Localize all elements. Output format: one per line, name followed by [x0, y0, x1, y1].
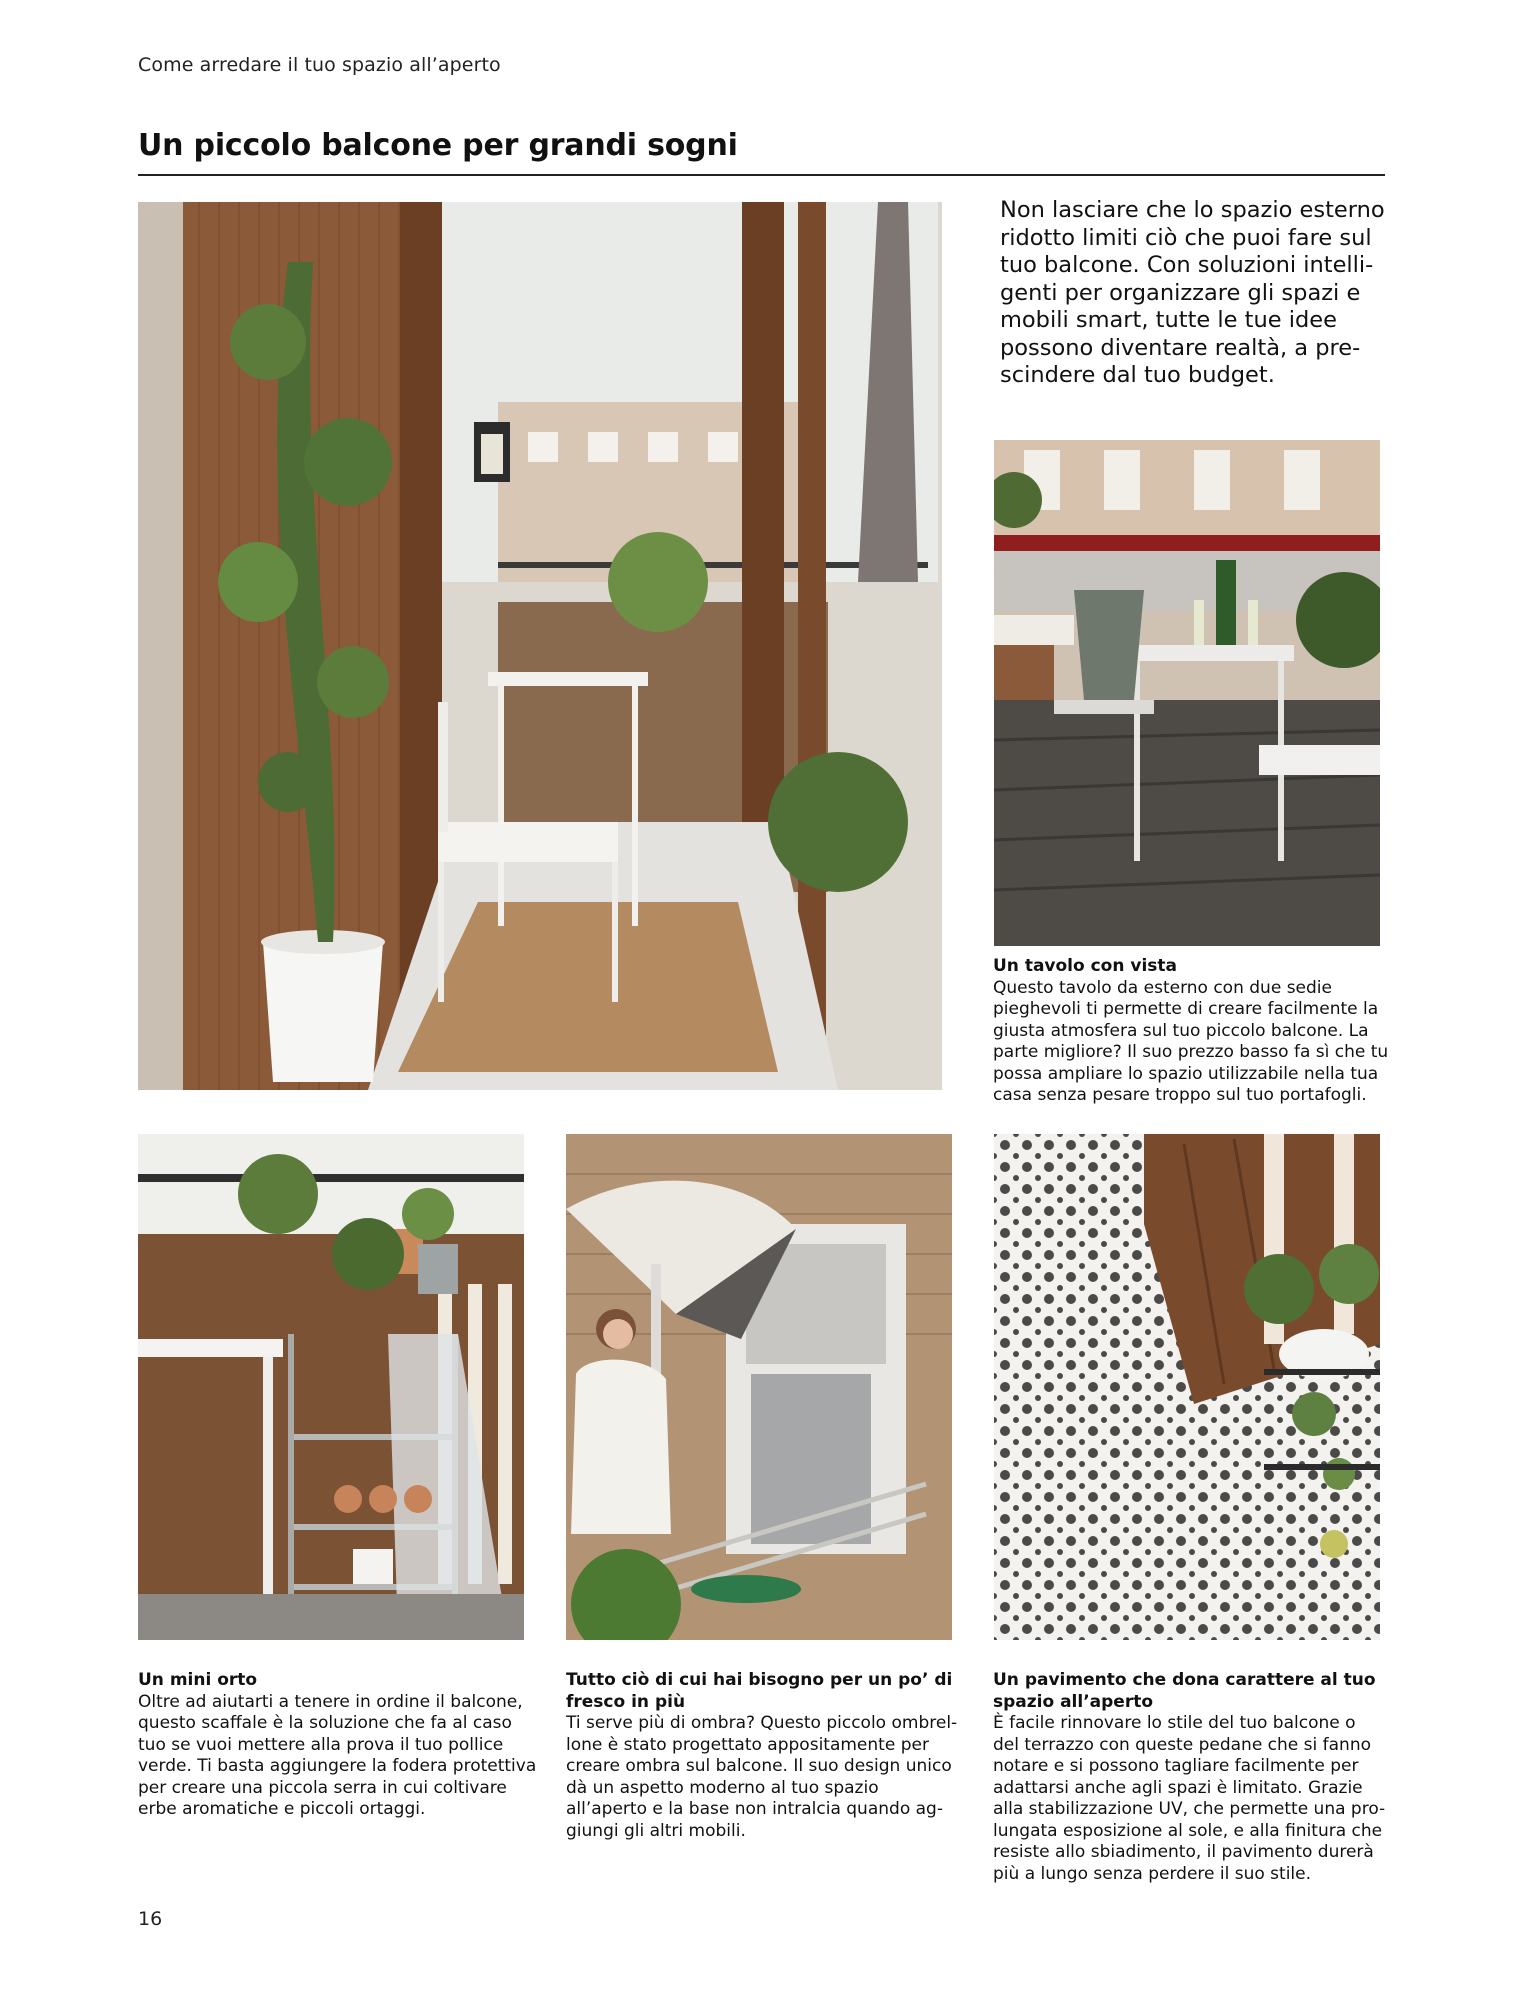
section-label: Come arredare il tuo spazio all’aperto — [138, 54, 501, 76]
caption-table-view-title: Un tavolo con vista — [993, 956, 1178, 976]
intro-paragraph: Non lasciare che lo spazio esterno ridotto limiti ciò che puoi fare sul tuo balcone. Con soluzioni intelli- genti per organizzare gli spazi e mobili smart, tutte le tue idee possono diventare realtà, a pre- scindere dal tuo budget. — [1000, 197, 1385, 388]
photo-balcony-main — [138, 202, 942, 1090]
photo-floor-tiles — [994, 1134, 1380, 1640]
photo-table-view — [994, 440, 1380, 946]
caption-umbrella-title: Tutto ciò di cui hai bisogno per un po’ di fresco in più — [566, 1670, 953, 1712]
caption-table-view — [993, 956, 1393, 1107]
caption-mini-garden-title: Un mini orto — [138, 1670, 258, 1690]
photo-mini-garden — [138, 1134, 524, 1640]
caption-floor-tiles-body: È facile rinnovare lo stile del tuo balcone o del terrazzo con queste pedane che si fanno notare e si possono tagliare facilmente per adattarsi anche agli spazi è limitato. Grazie alla stabilizzazione UV, che permette una pro- lungata esposizione al sole, e alla finitura che resiste allo sbiadimento, il pavimento durerà più a lungo senza perdere il suo stile. — [993, 1713, 1386, 1884]
title-divider — [138, 174, 1385, 176]
caption-umbrella — [566, 1670, 966, 1842]
photo-balcony-umbrella — [566, 1134, 952, 1640]
page-number: 16 — [138, 1908, 163, 1930]
page-title: Un piccolo balcone per grandi sogni — [138, 128, 738, 163]
caption-mini-garden-body: Oltre ad aiutarti a tenere in ordine il balcone, questo scaffale è la soluzione che fa al caso tuo se vuoi mettere alla prova il tuo pollice verde. Ti basta aggiungere la fodera protettiva per creare una piccola serra in cui coltivare erbe aromatiche e piccoli ortaggi. — [138, 1691, 537, 1819]
caption-table-view-body: Questo tavolo da esterno con due sedie pieghevoli ti permette di creare facilmente la giusta atmosfera sul tuo piccolo balcone. La parte migliore? Il suo prezzo basso fa sì che tu possa ampliare lo spazio utilizzabile nella tua casa senza pesare troppo sul tuo portafogli. — [993, 977, 1389, 1105]
caption-floor-tiles — [993, 1670, 1393, 1885]
caption-floor-tiles-title: Un pavimento che dona carattere al tuo spazio all’aperto — [993, 1670, 1376, 1712]
caption-umbrella-body: Ti serve più di ombra? Questo piccolo ombrel- lone è stato progettato appositamente per creare ombra sul balcone. Il suo design unico dà un aspetto moderno al tuo spazio all’aperto e la base non intralcia quando ag- giungi gli altri mobili. — [566, 1713, 958, 1841]
caption-mini-garden — [138, 1670, 538, 1821]
